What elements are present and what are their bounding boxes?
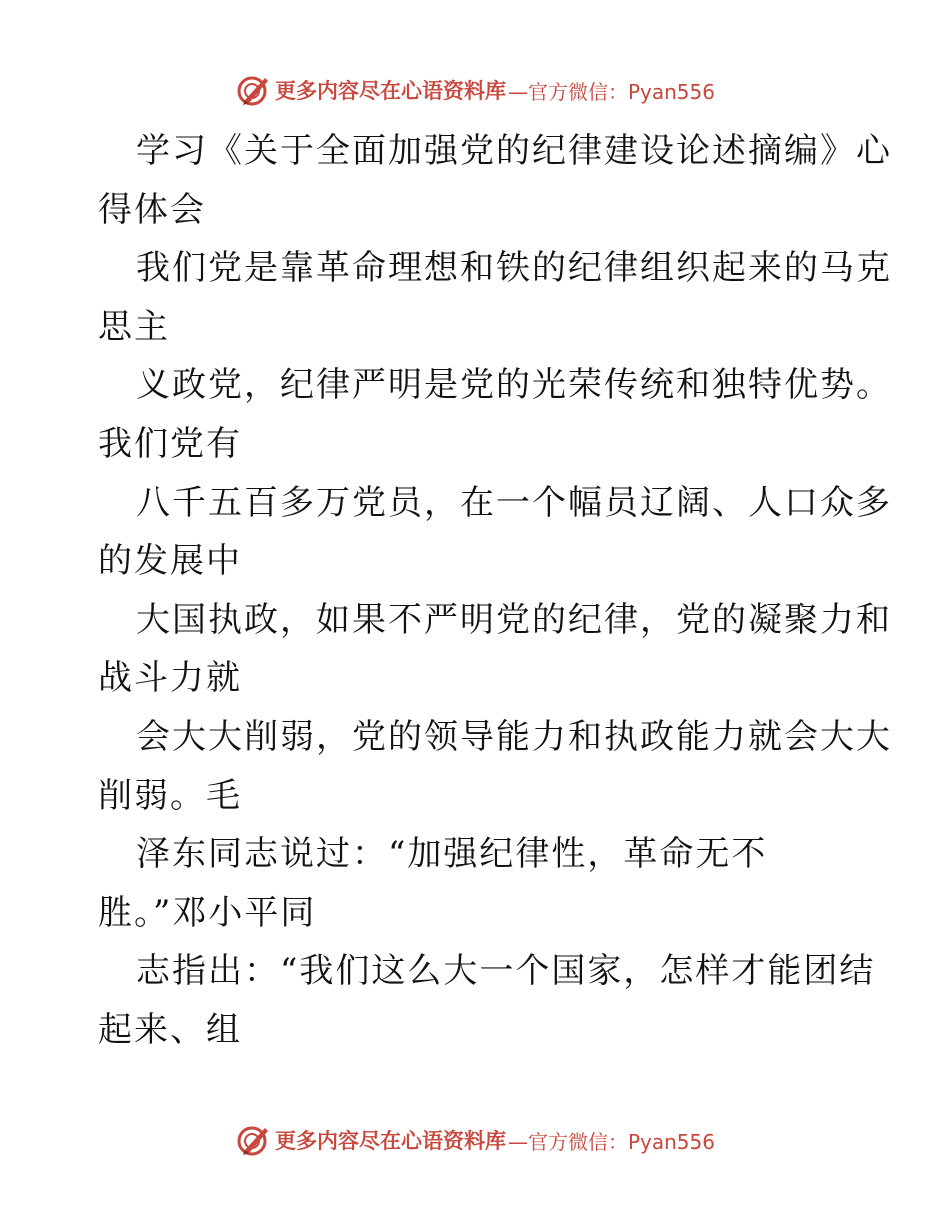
header-watermark-text: 更多内容尽在心语资料库 — [274, 78, 506, 103]
text-line: 的发展中 — [98, 541, 242, 582]
text-line: 泽东同志说过：“加强纪律性，革命无不 — [136, 834, 768, 875]
text-line: 大国执政，如果不严明党的纪律，党的凝聚力和 — [136, 599, 892, 640]
pen-logo-icon — [235, 1122, 271, 1158]
header-watermark-sub: —官方微信：Pyan556 — [507, 79, 715, 104]
text-line: 八千五百多万党员，在一个幅员辽阔、人口众多 — [136, 482, 892, 523]
text-line: 我们党有 — [98, 423, 242, 464]
footer-watermark-text: 更多内容尽在心语资料库 — [274, 1128, 506, 1153]
footer-watermark-sub: —官方微信：Pyan556 — [507, 1129, 715, 1154]
text-line: 义政党，纪律严明是党的光荣传统和独特优势。 — [136, 365, 892, 406]
text-line: 会大大削弱，党的领导能力和执政能力就会大大 — [136, 716, 892, 757]
text-line: 思主 — [98, 306, 170, 347]
text-line: 得体会 — [98, 189, 206, 230]
text-line: 削弱。毛 — [98, 775, 242, 816]
pen-logo-icon — [235, 72, 271, 108]
text-line: 战斗力就 — [98, 658, 242, 699]
text-line: 胜。”邓小平同 — [98, 892, 317, 933]
text-line: 志指出：“我们这么大一个国家，怎样才能团结 — [136, 951, 876, 992]
text-line: 起来、组 — [98, 1009, 242, 1050]
text-line: 我们党是靠革命理想和铁的纪律组织起来的马克 — [136, 248, 892, 289]
footer-watermark — [0, 1118, 950, 1162]
text-line: 学习《关于全面加强党的纪律建设论述摘编》心 — [136, 131, 892, 171]
header-watermark — [0, 68, 950, 112]
document-body — [98, 122, 892, 1060]
